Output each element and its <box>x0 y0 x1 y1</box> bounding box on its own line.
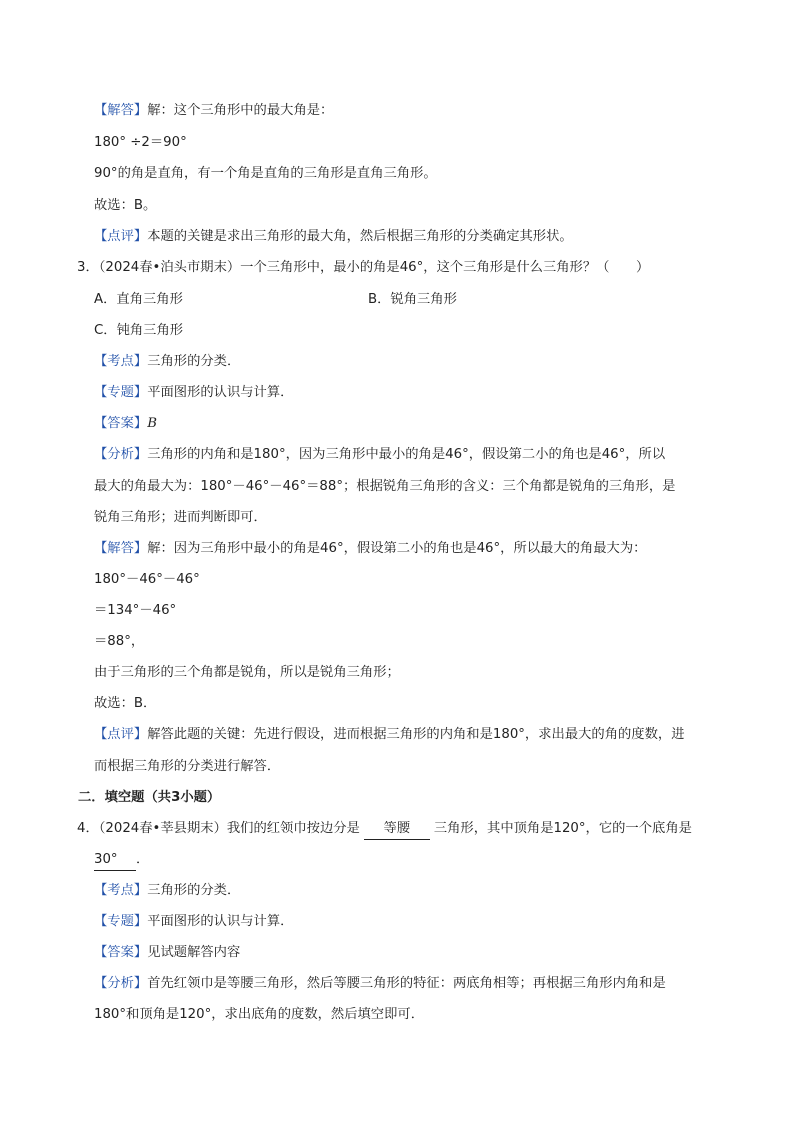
zhuanti-text: 平面图形的认识与计算． <box>147 914 294 929</box>
fenxi-text-1: 首先红领巾是等腰三角形，然后等腰三角形的特征：两底角相等；再根据三角形内角和是 <box>147 976 666 991</box>
q3-jieda-line-2: 180°－46°－46° <box>94 572 200 587</box>
q3-fenxi-line-1 <box>94 445 665 465</box>
dianping-tag: 【点评】 <box>94 727 148 742</box>
zhuanti-text: 平面图形的认识与计算． <box>147 385 294 400</box>
q4-stem-a: 4．（2024春•莘县期末）我们的红领巾按边分是 <box>77 821 360 836</box>
q3-fenxi-line-3: 锐角三角形；进而判断即可． <box>94 510 267 525</box>
q2-calc-2: 90°的角是直角，有一个角是直角的三角形是直角三角形。 <box>94 166 437 181</box>
q3-jieda-line-5: 由于三角形的三个角都是锐角，所以是锐角三角形； <box>94 665 400 680</box>
q3-jieda-line-6: 故选：B． <box>94 696 157 711</box>
jieda-tag: 【解答】 <box>94 541 148 556</box>
fenxi-tag: 【分析】 <box>94 447 148 462</box>
q3-daan-line <box>94 414 157 434</box>
daan-text: B <box>147 416 157 431</box>
q3-jieda-line-4: ＝88°， <box>94 634 145 649</box>
q4-stem-line-2 <box>94 850 149 871</box>
q3-option-b: B．锐角三角形 <box>368 292 457 307</box>
fenxi-text-1: 三角形的内角和是180°，因为三角形中最小的角是46°，假设第二小的角也是46°，所以 <box>147 447 666 462</box>
zhuanti-tag: 【专题】 <box>94 914 148 929</box>
q4-blank-2: 30° <box>94 850 136 871</box>
section-title: 二．填空题（共3小题） <box>78 790 221 805</box>
q2-comment-line <box>94 227 573 247</box>
q3-fenxi-line-2: 最大的角最大为：180°－46°－46°＝88°；根据锐角三角形的含义：三个角都是锐角的三角形，是 <box>94 479 676 494</box>
q3-jieda-line-3: ＝134°－46° <box>94 603 177 618</box>
q4-kaodian-line <box>94 881 240 901</box>
zhuanti-tag: 【专题】 <box>94 385 148 400</box>
q4-fenxi-line-2: 180°和顶角是120°，求出底角的度数，然后填空即可． <box>94 1007 424 1022</box>
q4-zhuanti-line <box>94 912 293 932</box>
fenxi-tag: 【分析】 <box>94 976 148 991</box>
q3-dianping-line-1 <box>94 725 685 745</box>
q2-calc-1: 180° ÷2＝90° <box>94 135 187 150</box>
answer-tag: 【解答】 <box>94 103 148 118</box>
kaodian-text: 三角形的分类． <box>147 883 241 898</box>
q3-stem: 3．（2024春•泊头市期末）一个三角形中，最小的角是46°，这个三角形是什么三角形？（ ） <box>77 260 650 275</box>
q4-stem-b: 三角形，其中顶角是120°，它的一个底角是 <box>433 821 692 836</box>
q2-answer-line <box>94 101 333 121</box>
kaodian-tag: 【考点】 <box>94 883 148 898</box>
q4-stem-line-1 <box>77 819 692 840</box>
daan-text: 见试题解答内容 <box>147 945 241 960</box>
answer-text: 解：这个三角形中的最大角是： <box>147 103 334 118</box>
comment-text: 本题的关键是求出三角形的最大角，然后根据三角形的分类确定其形状。 <box>147 229 573 244</box>
kaodian-text: 三角形的分类． <box>147 354 241 369</box>
q3-kaodian-line <box>94 352 240 372</box>
q3-option-c: C．钝角三角形 <box>94 323 184 338</box>
comment-tag: 【点评】 <box>94 229 148 244</box>
q4-blank-1: 等腰 <box>364 819 430 840</box>
q3-option-a: A．直角三角形 <box>94 292 183 307</box>
q4-stem-c: ． <box>136 852 150 867</box>
daan-tag: 【答案】 <box>94 945 148 960</box>
jieda-text-1: 解：因为三角形中最小的角是46°，假设第二小的角也是46°，所以最大的角最大为： <box>147 541 647 556</box>
daan-tag: 【答案】 <box>94 416 148 431</box>
q3-dianping-line-2: 而根据三角形的分类进行解答． <box>94 759 281 774</box>
kaodian-tag: 【考点】 <box>94 354 148 369</box>
dianping-text-1: 解答此题的关键：先进行假设，进而根据三角形的内角和是180°，求出最大的角的度数，进 <box>147 727 685 742</box>
q2-choice: 故选：B。 <box>94 198 157 213</box>
q4-daan-line <box>94 943 240 963</box>
q3-zhuanti-line <box>94 383 293 403</box>
q4-fenxi-line-1 <box>94 974 666 994</box>
q3-jieda-line-1 <box>94 539 646 559</box>
